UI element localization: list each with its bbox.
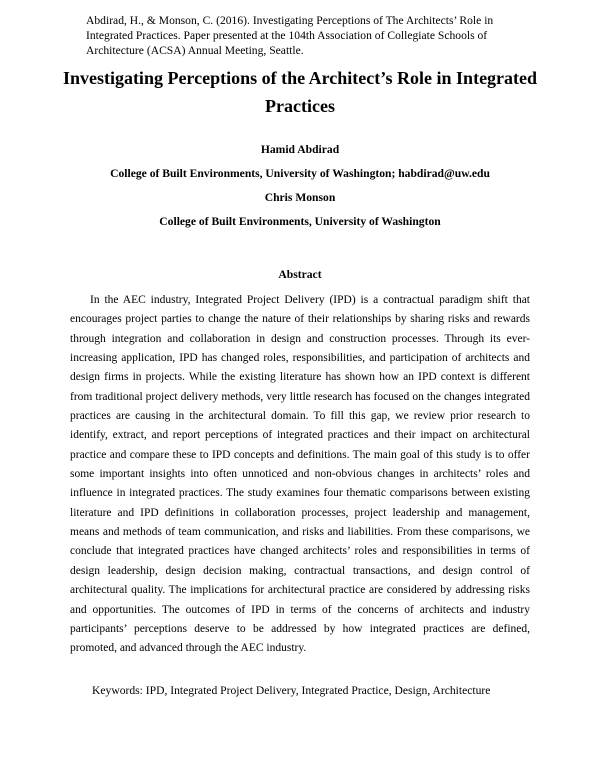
author-affiliation-1: College of Built Environments, University of Washington; habdirad@uw.edu [110, 167, 490, 180]
keywords: Keywords: IPD, Integrated Project Delivery, Integrated Practice, Design, Architecture [92, 684, 491, 697]
author-affiliation-2: College of Built Environments, University of Washington [159, 215, 441, 228]
author-name-2: Chris Monson [264, 191, 336, 204]
citation-header: Abdirad, H., & Monson, C. (2016). Investigating Perceptions of The Architects’ Role in Integrated Practices. Paper presented at the 104th Association of Collegiate Schools of Architecture (ACSA) Annual Meeting, Seattle. [86, 14, 494, 58]
abstract-heading: Abstract [278, 268, 322, 281]
paper-title: Investigating Perceptions of the Architect’s Role in Integrated Practices [62, 68, 538, 116]
abstract-body: In the AEC industry, Integrated Project Delivery (IPD) is a contractual paradigm shift that encourages project parties to change the nature of their relationships by sharing risks and rewards through integration and collaboration in design and construction processes. Through its ever-increasing application, IPD has changed roles, responsibilities, and participation of architects and design firms in projects. While the existing literature has shown how an IPD context is different from traditional project delivery methods, very little research has focused on the changes integrated practices are causing in the architectural domain. To fill this gap, we review prior research to identify, extract, and report perceptions of integrated practices and their impact on architectural practice and compare these to IPD concepts and definitions. The main goal of this study is to offer some important insights into often unnoticed and non-obvious changes in architects’ roles and influence in integrated practices. The study examines four thematic comparisons between existing literature and IPD definitions in collaboration processes, project leadership and management, means and methods of team communication, and risks and liabilities. From these comparisons, we conclude that integrated practices have changed architects’ roles and responsibilities in terms of design leadership, design decision making, contractual transactions, and design control of architectural quality. The implications for architectural practice are considered by addressing risks and opportunities. The outcomes of IPD in terms of the concerns of architects and industry participants’ perceptions deserve to be addressed by how integrated practices are defined, promoted, and advanced through the AEC industry. [70, 294, 530, 655]
author-name-1: Hamid Abdirad [260, 143, 340, 156]
